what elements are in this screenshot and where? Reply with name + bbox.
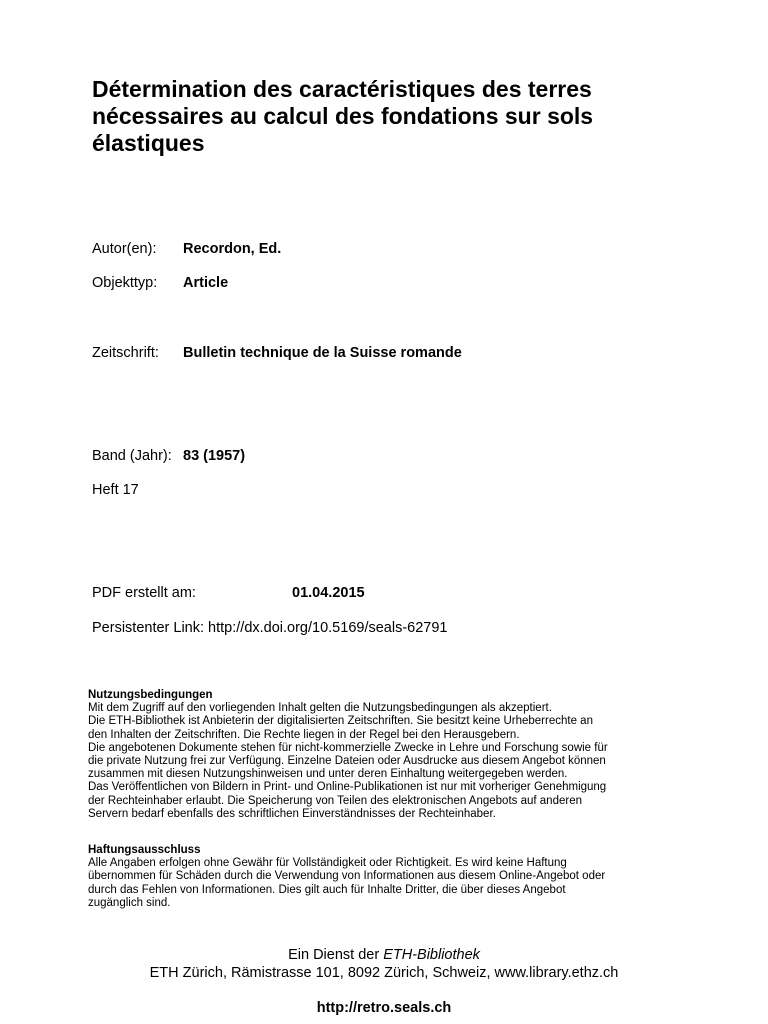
author-label: Autor(en): bbox=[92, 241, 157, 257]
disclaimer-line: übernommen für Schäden durch die Verwendung von Informationen aus diesem Online-Angebot oder bbox=[88, 870, 606, 883]
disclaimer-line: durch das Fehlen von Informationen. Dies gilt auch für Inhalte Dritter, die über dieses Angebot bbox=[88, 883, 566, 896]
terms-line: Das Veröffentlichen von Bildern in Print- und Online-Publikationen ist nur mit vorheriger Genehmigung bbox=[88, 781, 607, 794]
disclaimer-line: Alle Angaben erfolgen ohne Gewähr für Vollständigkeit oder Richtigkeit. Es wird keine Haftung bbox=[88, 857, 567, 870]
terms-line: Servern bedarf ebenfalls des schriftlichen Einverständnisses der Rechteinhaber. bbox=[88, 807, 496, 820]
title-line: élastiques bbox=[92, 130, 205, 156]
service-line bbox=[0, 946, 768, 964]
type-label: Objekttyp: bbox=[92, 275, 158, 291]
terms-of-use bbox=[88, 689, 688, 821]
terms-line: der Rechteinhaber erlaubt. Die Speicherung von Teilen des elektronischen Angebots auf anderen bbox=[88, 794, 582, 807]
volume-value: 83 (1957) bbox=[183, 448, 246, 464]
terms-line: Die angebotenen Dokumente stehen für nicht-kommerzielle Zwecke in Lehre und Forschung sowie für bbox=[88, 741, 608, 754]
terms-line: die private Nutzung frei zur Verfügung. Einzelne Dateien oder Ausdrucke aus diesem Angebot können bbox=[88, 755, 606, 768]
terms-line: Die ETH-Bibliothek ist Anbieterin der digitalisierten Zeitschriften. Sie besitzt keine Urheberrechte an bbox=[88, 715, 593, 728]
pdf-created-label: PDF erstellt am: bbox=[92, 585, 196, 601]
service-name: ETH-Bibliothek bbox=[383, 947, 480, 963]
pdf-created-value: 01.04.2015 bbox=[292, 585, 365, 601]
volume-label: Band (Jahr): bbox=[92, 448, 172, 464]
type-value: Article bbox=[183, 275, 229, 291]
persistent-link[interactable]: Persistenter Link: http://dx.doi.org/10.5169/seals-62791 bbox=[92, 620, 448, 636]
issue-label: Heft 17 bbox=[92, 482, 139, 498]
journal-label: Zeitschrift: bbox=[92, 345, 159, 361]
service-prefix: Ein Dienst der bbox=[288, 947, 380, 963]
terms-heading: Nutzungsbedingungen bbox=[88, 689, 213, 701]
journal-value: Bulletin technique de la Suisse romande bbox=[183, 345, 462, 361]
title-line: Détermination des caractéristiques des terres bbox=[92, 76, 592, 102]
address-line: ETH Zürich, Rämistrasse 101, 8092 Zürich, Schweiz, www.library.ethz.ch bbox=[149, 965, 619, 981]
terms-line: Mit dem Zugriff auf den vorliegenden Inhalt gelten die Nutzungsbedingungen als akzeptiert. bbox=[88, 702, 552, 715]
title-line: nécessaires au calcul des fondations sur sols bbox=[92, 103, 594, 129]
author-value: Recordon, Ed. bbox=[183, 241, 282, 257]
terms-line: zusammen mit diesen Nutzungshinweisen und unter deren Einhaltung weitergegeben werden. bbox=[88, 768, 568, 781]
disclaimer-heading: Haftungsausschluss bbox=[88, 844, 201, 856]
terms-line: den Inhalten der Zeitschriften. Die Rechte liegen in der Regel bei den Herausgebern. bbox=[88, 728, 520, 741]
disclaimer bbox=[88, 844, 688, 910]
disclaimer-line: zugänglich sind. bbox=[88, 896, 171, 909]
footer-url[interactable]: http://retro.seals.ch bbox=[316, 1000, 452, 1016]
document-title bbox=[92, 76, 732, 157]
